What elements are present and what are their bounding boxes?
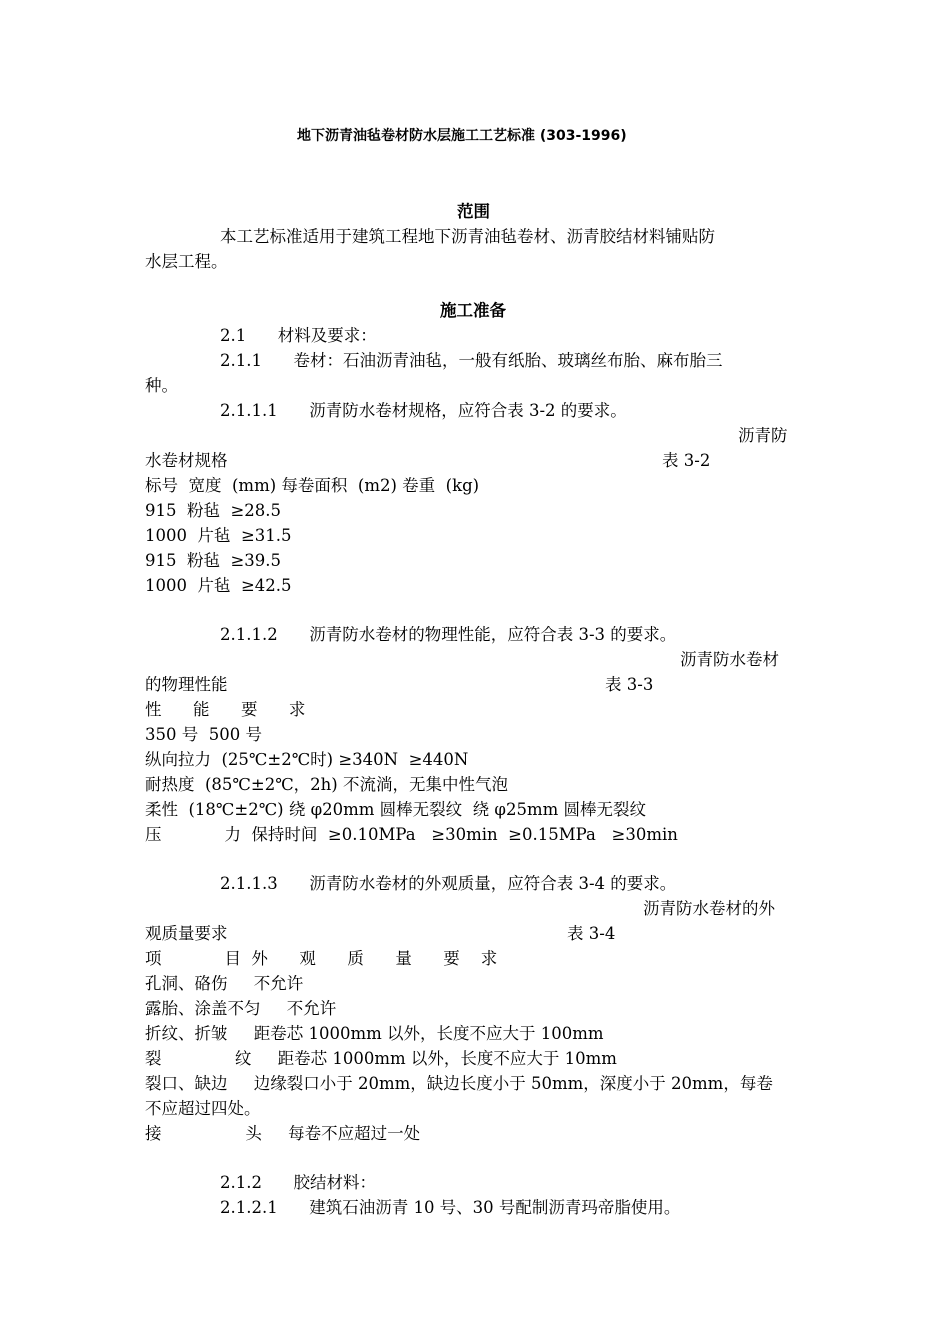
table-row: 裂口、缺边 边缘裂口小于 20mm，缺边长度小于 50mm，深度小于 20mm，每卷 (145, 1074, 773, 1093)
table-row: 裂 纹 距卷芯 1000mm 以外，长度不应大于 10mm (145, 1049, 617, 1068)
table-3-2-caption-cont: 水卷材规格 (145, 451, 228, 470)
section-heading-preparation: 施工准备 (440, 301, 506, 320)
clause-2-1-2: 2.1.2 胶结材料： (220, 1173, 376, 1192)
table-3-2-header: 标号 宽度 (mm) 每卷面积 (m2) 卷重 (kg) (145, 476, 480, 495)
paragraph-line: 本工艺标准适用于建筑工程地下沥青油毡卷材、沥青胶结材料铺贴防 (220, 227, 715, 246)
table-row: 折纹、折皱 距卷芯 1000mm 以外，长度不应大于 100mm (145, 1024, 604, 1043)
table-row: 不应超过四处。 (145, 1099, 261, 1118)
table-row: 纵向拉力 (25℃±2℃时) ≥340N ≥440N (145, 750, 469, 769)
clause-2-1-2-1: 2.1.2.1 建筑石油沥青 10 号、30 号配制沥青玛帝脂使用。 (220, 1198, 681, 1217)
table-3-4-caption: 沥青防水卷材的外 (643, 899, 775, 918)
table-row: 压 力 保持时间 ≥0.10MPa ≥30min ≥0.15MPa ≥30min (145, 825, 678, 844)
document-title: 地下沥青油毡卷材防水层施工工艺标准 (303-1996) (297, 128, 627, 144)
table-row: 柔性 (18℃±2℃) 绕 φ20mm 圆棒无裂纹 绕 φ25mm 圆棒无裂纹 (145, 800, 646, 819)
table-row: 915 粉毡 ≥28.5 (145, 501, 282, 520)
section-heading-scope: 范围 (457, 202, 490, 221)
table-row: 915 粉毡 ≥39.5 (145, 551, 282, 570)
clause-2-1-1-3: 2.1.1.3 沥青防水卷材的外观质量，应符合表 3-4 的要求。 (220, 874, 677, 893)
table-row: 1000 片毡 ≥42.5 (145, 576, 292, 595)
table-3-4-header: 项 目 外 观 质 量 要 求 (145, 949, 498, 968)
clause-2-1-1-2: 2.1.1.2 沥青防水卷材的物理性能，应符合表 3-3 的要求。 (220, 625, 677, 644)
table-3-2-caption: 沥青防 (738, 426, 788, 445)
clause-2-1-1-1: 2.1.1.1 沥青防水卷材规格，应符合表 3-2 的要求。 (220, 401, 627, 420)
clause-2-1: 2.1 材料及要求： (220, 326, 377, 345)
clause-2-1-1-cont: 种。 (145, 376, 178, 395)
table-3-3-caption: 沥青防水卷材 (680, 650, 779, 669)
paragraph-line: 水层工程。 (145, 252, 228, 271)
table-3-3-caption-cont: 的物理性能 (145, 675, 228, 694)
table-row: 1000 片毡 ≥31.5 (145, 526, 292, 545)
table-3-4-number: 表 3-4 (567, 924, 616, 943)
table-3-3-header: 性 能 要 求 (145, 700, 306, 719)
table-row: 接 头 每卷不应超过一处 (145, 1124, 421, 1143)
table-3-3-number: 表 3-3 (605, 675, 654, 694)
table-row: 耐热度 (85℃±2℃，2h) 不流淌，无集中性气泡 (145, 775, 508, 794)
clause-2-1-1: 2.1.1 卷材：石油沥青油毡，一般有纸胎、玻璃丝布胎、麻布胎三 (220, 351, 723, 370)
table-row: 350 号 500 号 (145, 725, 262, 744)
table-3-4-caption-cont: 观质量要求 (145, 924, 228, 943)
table-3-2-number: 表 3-2 (662, 451, 711, 470)
table-row: 露胎、涂盖不匀 不允许 (145, 999, 337, 1018)
table-row: 孔洞、硌伤 不允许 (145, 974, 304, 993)
